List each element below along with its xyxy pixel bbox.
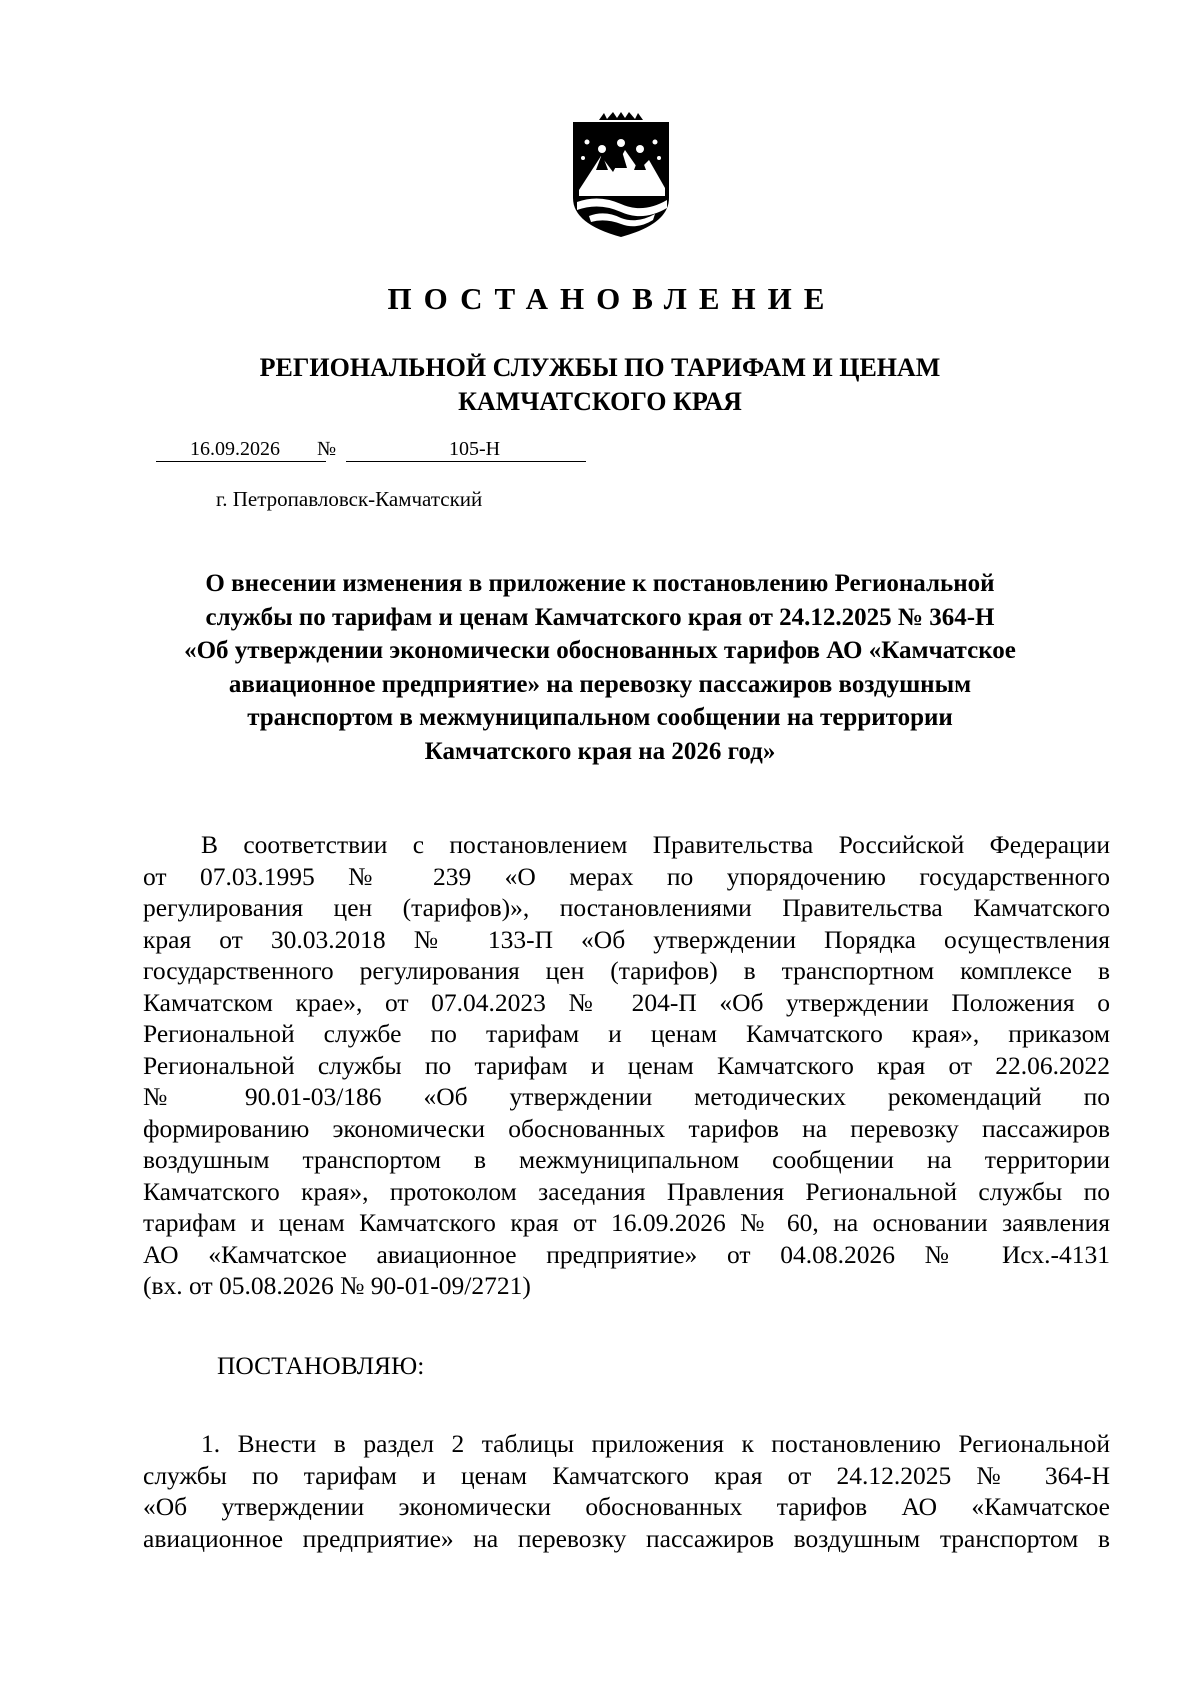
subject-line: О внесении изменения в приложение к постановлению Региональной [205, 570, 995, 597]
paragraph-line: от 07.03.1995 № 239 «О мерах по упорядочению государственного [143, 861, 1110, 891]
item-1-paragraph [143, 1428, 1110, 1554]
organization-name-line: РЕГИОНАЛЬНОЙ СЛУЖБЫ ПО ТАРИФАМ И ЦЕНАМ [259, 353, 941, 382]
paragraph-line: АО «Камчатское авиационное предприятие» от 04.08.2026 № Исх.-4131 [143, 1239, 1110, 1269]
paragraph-line: воздушным транспортом в межмуниципальном сообщении на территории [143, 1145, 1110, 1174]
paragraph-line: формированию экономически обоснованных тарифов на перевозку пассажиров [143, 1113, 1110, 1143]
subject-line: «Об утверждении экономически обоснованных тарифов АО «Камчатское [184, 637, 1016, 664]
paragraph-line: края от 30.03.2018 № 133-П «Об утверждении Порядка осуществления [143, 924, 1110, 954]
subject-line: авиационное предприятие» на перевозку пассажиров воздушным [228, 670, 972, 698]
number-underline [346, 461, 586, 462]
subject-line: службы по тарифам и ценам Камчатского края от 24.12.2025 № 364-Н [205, 603, 995, 631]
organization-name [0, 351, 1200, 419]
paragraph-line: государственного регулирования цен (тарифов) в транспортном комплексе в [143, 956, 1110, 985]
subject-line: транспортом в межмуниципальном сообщении на территории [247, 704, 953, 731]
paragraph-line: авиационное предприятие» на перевозку пассажиров воздушным транспортом в [143, 1523, 1110, 1553]
paragraph-line: Региональной службе по тарифам и ценам Камчатского края», приказом [143, 1019, 1110, 1048]
organization-name-line: КАМЧАТСКОГО КРАЯ [458, 387, 742, 416]
paragraph-line: Региональной службы по тарифам и ценам Камчатского края от 22.06.2022 [143, 1050, 1110, 1080]
preamble-paragraph [143, 829, 1110, 1302]
paragraph-line: Камчатском крае», от 07.04.2023 № 204-П «Об утверждении Положения о [143, 987, 1110, 1017]
document-title: ПОСТАНОВЛЕНИЕ [387, 281, 837, 316]
document-subject [140, 567, 1060, 768]
paragraph-line: Камчатского края», протоколом заседания Правления Региональной службы по [143, 1176, 1110, 1206]
document-number: 105-Н [449, 438, 501, 460]
paragraph-line: регулирования цен (тарифов)», постановлениями Правительства Камчатского [143, 893, 1110, 922]
subject-line: Камчатского края на 2026 год» [424, 737, 776, 765]
city-name: г. Петропавловск-Камчатский [216, 487, 483, 511]
paragraph-line: «Об утверждении экономически обоснованных тарифов АО «Камчатское [143, 1492, 1110, 1521]
number-sign: № [317, 438, 337, 460]
document-date: 16.09.2026 [190, 438, 280, 460]
paragraph-line: службы по тарифам и ценам Камчатского края от 24.12.2025 № 364-Н [143, 1460, 1110, 1490]
paragraph-line: В соответствии с постановлением Правительства Российской Федерации [201, 830, 1110, 859]
kamchatka-coat-of-arms-icon [569, 112, 673, 238]
paragraph-line: 1. Внести в раздел 2 таблицы приложения к постановлению Региональной [201, 1429, 1110, 1458]
date-underline [156, 461, 326, 462]
resolve-word: ПОСТАНОВЛЯЮ: [217, 1351, 425, 1380]
paragraph-line: (вх. от 05.08.2026 № 90-01-09/2721) [143, 1271, 531, 1300]
paragraph-line: № 90.01-03/186 «Об утверждении методических рекомендаций по [143, 1082, 1110, 1111]
paragraph-line: тарифам и ценам Камчатского края от 16.09.2026 № 60, на основании заявления [143, 1208, 1110, 1237]
